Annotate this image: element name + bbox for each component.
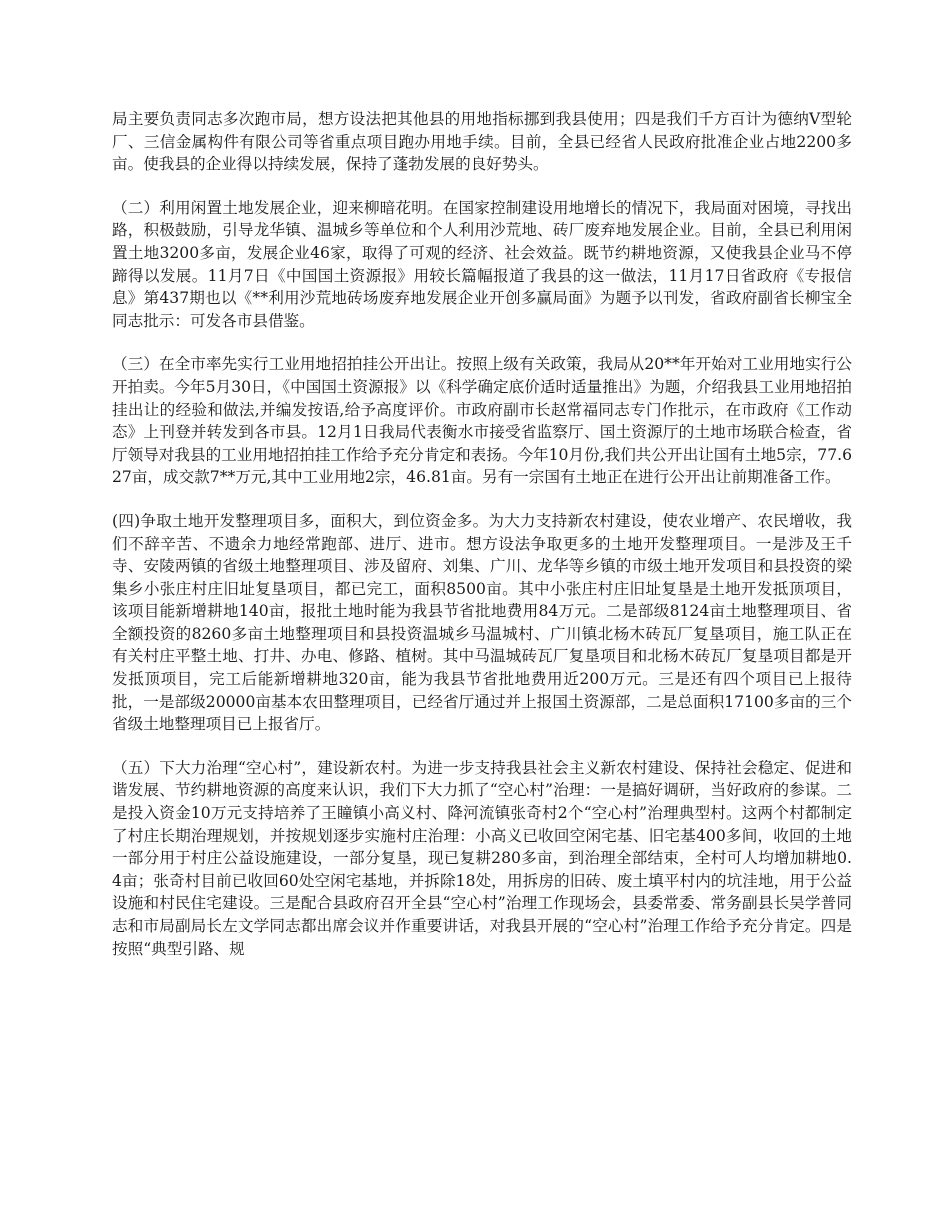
paragraph-section-2: （二）利用闲置土地发展企业，迎来柳暗花明。在国家控制建设用地增长的情况下，我局面对困境，寻找出路，积极鼓励，引导龙华镇、温城乡等单位和个人利用沙荒地、砖厂废弃地发展企业。目前，全县已利用闲置土地3200多亩，发展企业46家，取得了可观的经济、社会效益。既节约耕地资源，又使我县企业马不停蹄得以发展。11月7日《中国国土资源报》用较长篇幅报道了我县的这一做法，11月17日省政府《专报信息》第437期也以《**利用沙荒地砖场废弃地发展企业开创多赢局面》为题予以刊发，省政府副省长柳宝全同志批示：可发各市县借鉴。 (112, 198, 852, 330)
paragraph-section-3: （三）在全市率先实行工业用地招拍挂公开出让。按照上级有关政策，我局从20**年开始对工业用地实行公开拍卖。今年5月30日，《中国国土资源报》以《科学确定底价适时适量推出》为题，介绍我县工业用地招拍挂出让的经验和做法,并编发按语,给予高度评价。市政府副市长赵常福同志专门作批示，在市政府《工作动态》上刊登并转发到各市县。12月1日我局代表衡水市接受省监察厅、国土资源厅的土地市场联合检查，省厅领导对我县的工业用地招拍挂工作给予充分肯定和表扬。今年10月份,我们共公开出让国有土地5宗，77.627亩，成交款7**万元,其中工业用地2宗，46.81亩。另有一宗国有土地正在进行公开出让前期准备工作。 (112, 355, 852, 487)
paragraph-section-4: (四)争取土地开发整理项目多，面积大，到位资金多。为大力支持新农村建设，使农业增产、农民增收，我们不辞辛苦、不遗余力地经常跑部、进厅、进市。想方设法争取更多的土地开发整理项目。一是涉及王千寺、安陵两镇的省级土地整理项目、涉及留府、刘集、广川、龙华等乡镇的市级土地开发项目和县投资的梁集乡小张庄村庄旧址复垦项目，都已完工，面积8500亩。其中小张庄村庄旧址复垦是土地开发抵顶项目，该项目能新增耕地140亩，报批土地时能为我县节省批地费用84万元。二是部级8124亩土地整理项目、省全额投资的8260多亩土地整理项目和县投资温城乡马温城村、广川镇北杨木砖瓦厂复垦项目，施工队正在有关村庄平整土地、打井、办电、修路、植树。其中马温城砖瓦厂复垦项目和北杨木砖瓦厂复垦项目都是开发抵顶项目，完工后能新增耕地320亩，能为我县节省批地费用近200万元。三是还有四个项目已上报待批，一是部级20000亩基本农田整理项目，已经省厅通过并上报国土资源部，二是总面积17100多亩的三个省级土地整理项目已上报省厅。 (112, 511, 852, 734)
paragraph-section-5: （五）下大力治理“空心村”，建设新农村。为进一步支持我县社会主义新农村建设、保持社会稳定、促进和谐发展、节约耕地资源的高度来认识，我们下大力抓了“空心村”治理：一是搞好调研，当好政府的参谋。二是投入资金10万元支持培养了王瞳镇小高义村、降河流镇张奇村2个“空心村”治理典型村。这两个村都制定了村庄长期治理规划，并按规划逐步实施村庄治理：小高义已收回空闲宅基、旧宅基400多间，收回的土地一部分用于村庄公益设施建设，一部分复垦，现已复耕280多亩，到治理全部结束，全村可人均增加耕地0.4亩；张奇村目前已收回60处空闲宅基地，并拆除18处，用拆房的旧砖、废土填平村内的坑洼地，用于公益设施和村民住宅建设。三是配合县政府召开全县“空心村”治理工作现场会，县委常委、常务副县长吴学普同志和市局副局长左文学同志都出席会议并作重要讲话，对我县开展的“空心村”治理工作给予充分肯定。四是按照“典型引路、规 (112, 758, 852, 958)
paragraph-continuation: 局主要负责同志多次跑市局，想方设法把其他县的用地指标挪到我县使用；四是我们千方百计为德纳Ⅴ型轮厂、三信金属构件有限公司等省重点项目跑办用地手续。目前，全县已经省人民政府批准企业占地2200多亩。使我县的企业得以持续发展，保持了蓬勃发展的良好势头。 (112, 110, 852, 174)
document-body (112, 108, 852, 981)
